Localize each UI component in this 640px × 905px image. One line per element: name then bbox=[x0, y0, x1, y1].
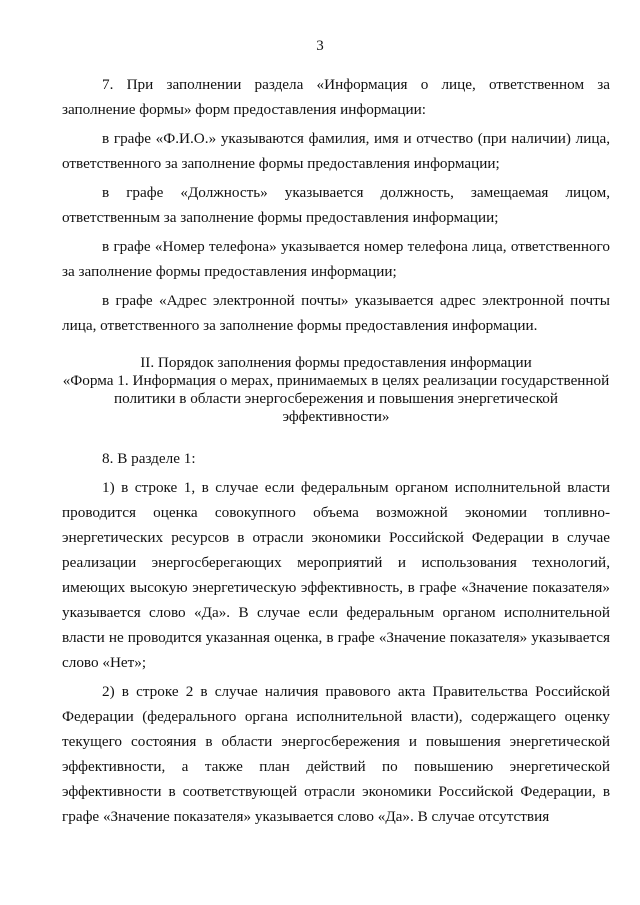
section-heading bbox=[62, 354, 610, 426]
page-number: 3 bbox=[316, 38, 324, 54]
paragraph-email: в графе «Адрес электронной почты» указывается адрес электронной почты лица, ответственного за заполнение формы предоставления информации. bbox=[62, 292, 610, 334]
paragraph-position: в графе «Должность» указывается должность, замещаемая лицом, ответственным за заполнение формы предоставления информации; bbox=[62, 184, 610, 226]
paragraph-row-1: 1) в строке 1, в случае если федеральным органом исполнительной власти проводится оценка совокупного объема возможной экономии топливно-энергетических ресурсов в отрасли экономики Российской Федерации в случае реализации энергосберегающих мероприятий и использования технологий, имеющих высокую энергетическую эффективность, в графе «Значение показателя» указывается слово «Да». В случае если федеральным органом исполнительной власти не проводится указанная оценка, в графе «Значение показателя» указывается слово «Нет»; bbox=[62, 479, 610, 671]
paragraph-7-intro: 7. При заполнении раздела «Информация о лице, ответственном за заполнение формы» форм предоставления информации: bbox=[62, 76, 610, 118]
heading-line-3: политики в области энергосбережения и повышения энергетической bbox=[113, 390, 559, 407]
paragraph-fio: в графе «Ф.И.О.» указываются фамилия, имя и отчество (при наличии) лица, ответственного за заполнение формы предоставления информации; bbox=[62, 130, 610, 172]
heading-line-2: «Форма 1. Информация о мерах, принимаемых в целях реализации государственной bbox=[62, 372, 610, 389]
heading-line-4: эффективности» bbox=[282, 408, 390, 425]
heading-line-1: II. Порядок заполнения формы предоставления информации bbox=[140, 354, 532, 371]
document-body bbox=[62, 72, 610, 829]
paragraph-row-2: 2) в строке 2 в случае наличия правового акта Правительства Российской Федерации (федерального органа исполнительной власти), содержащего оценку текущего состояния в области энергосбережения и повышения энергетической эффективности, а также план действий по повышению энергетической эффективности в соответствующей отрасли экономики Российской Федерации, в графе «Значение показателя» указывается слово «Да». В случае отсутствия bbox=[62, 683, 610, 825]
paragraph-8-intro: 8. В разделе 1: bbox=[102, 450, 196, 467]
paragraph-phone: в графе «Номер телефона» указывается номер телефона лица, ответственного за заполнение формы предоставления информации; bbox=[62, 238, 610, 280]
spacer bbox=[62, 426, 610, 446]
